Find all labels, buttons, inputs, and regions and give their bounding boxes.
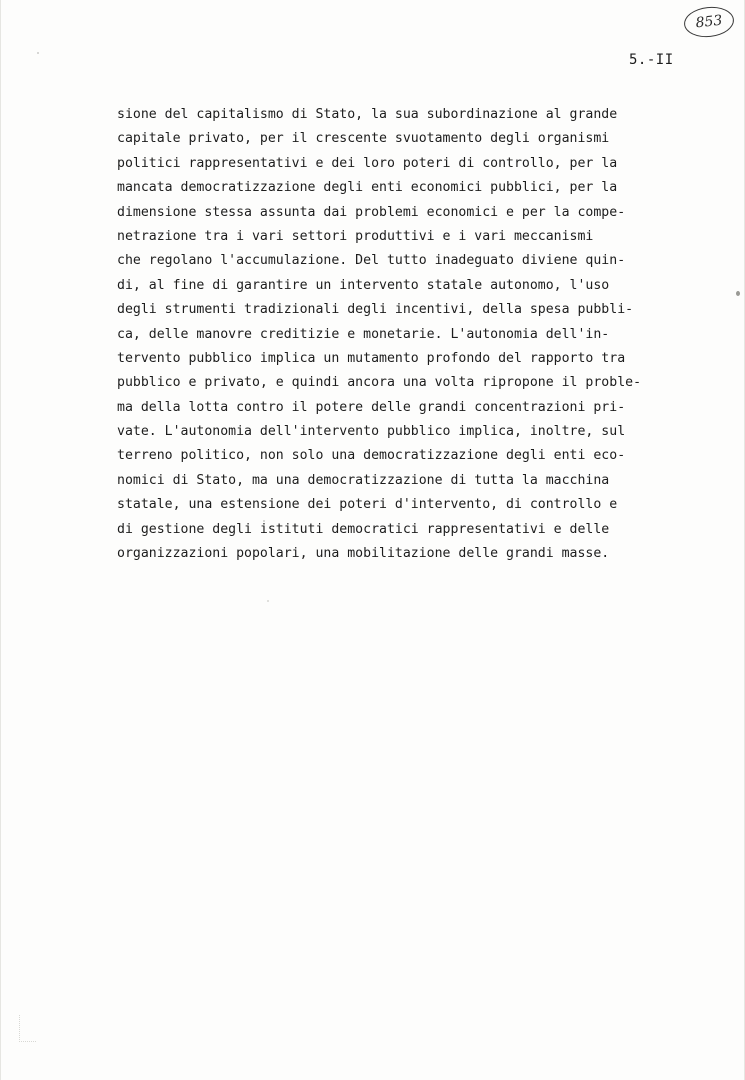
text-line: che regolano l'accumulazione. Del tutto inadeguato diviene quin- — [117, 253, 626, 269]
text-line: capitale privato, per il crescente svuotamento degli organismi — [117, 131, 610, 147]
page-stamp — [683, 4, 736, 39]
text-line: dimensione stessa assunta dai problemi economici e per la compe- — [117, 204, 626, 220]
text-line: di, al fine di garantire un intervento statale autonomo, l'uso — [117, 277, 610, 293]
text-line: sione del capitalismo di Stato, la sua subordinazione al grande — [117, 107, 618, 122]
paper-speck — [37, 52, 39, 54]
stamp-number: 853 — [694, 12, 724, 32]
paper-speck — [736, 291, 740, 296]
text-line: di gestione degli istituti democratici rappresentativi e delle — [117, 521, 610, 537]
paper-speck — [263, 520, 265, 522]
text-line: ma della lotta contro il potere delle grandi concentrazioni pri- — [117, 399, 626, 415]
text-line: degli strumenti tradizionali degli incentivi, della spesa pubbli- — [117, 302, 634, 318]
paper-speck — [267, 600, 269, 602]
body-paragraph — [117, 103, 717, 566]
text-line: pubblico e privato, e quindi ancora una volta ripropone il proble- — [117, 375, 642, 391]
page-number: 5.-II — [629, 52, 674, 68]
text-line: tervento pubblico implica un mutamento profondo del rapporto tra — [117, 350, 626, 366]
text-line: statale, una estensione dei poteri d'intervento, di controllo e — [117, 497, 618, 513]
text-line: mancata democratizzazione degli enti economici pubblici, per la — [117, 180, 618, 196]
text-line: politici rappresentativi e dei loro poteri di controllo, per la — [117, 155, 618, 171]
paper-smudge — [19, 1015, 36, 1042]
text-line: nomici di Stato, ma una democratizzazione di tutta la macchina — [117, 472, 610, 488]
text-line: terreno politico, non solo una democratizzazione degli enti eco- — [117, 448, 626, 464]
text-line: ca, delle manovre creditizie e monetarie. L'autonomia dell'in- — [117, 326, 610, 342]
text-line: organizzazioni popolari, una mobilitazione delle grandi masse. — [117, 546, 610, 562]
text-line: vate. L'autonomia dell'intervento pubblico implica, inoltre, sul — [117, 424, 626, 440]
text-line: netrazione tra i vari settori produttivi e i vari meccanismi — [117, 228, 594, 244]
